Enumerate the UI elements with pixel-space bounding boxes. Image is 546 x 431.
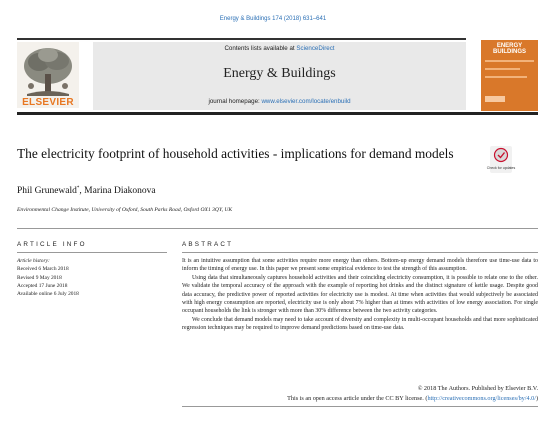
abstract-paragraph: We conclude that demand models may need to take account of diversity and complexity in multi-occupant households and that more sophisticated regression techniques may be required to improve demand predictions based on time-use data.: [182, 316, 538, 332]
sciencedirect-link[interactable]: ScienceDirect: [296, 45, 335, 52]
cover-stripe: [485, 60, 534, 62]
elsevier-publisher-logo: ELSEVIER: [22, 97, 74, 108]
license-notice: [182, 395, 538, 402]
history-label: Article history:: [17, 258, 50, 264]
article-info-heading: ARTICLE INFO: [17, 241, 87, 248]
journal-citation[interactable]: Energy & Buildings 174 (2018) 631–641: [219, 16, 327, 22]
check-for-updates-label[interactable]: Check for updates: [486, 166, 516, 170]
abstract-paragraph: Using data that simultaneously captures household activities and their coinciding electricity consumption, it is possible to relate one to the other. We validate the temporal accuracy of the approach with the example of reporting hot drinks and the distinct signature of kettle usage. Despite good data accuracy, the predictive power of reported activities for electricity use is modest. At time when activities that would subjectively be associated with high energy consumption are reported, electricity use is only about 7% higher than at times with activities of low energy association. For single occupant households the link is stronger with more than 30% difference between the two activity categories.: [182, 274, 538, 315]
license-link[interactable]: http://creativecommons.org/licenses/by/4.0/: [427, 395, 536, 402]
journal-cover-image[interactable]: [481, 40, 538, 111]
contents-line: [93, 45, 466, 52]
abstract-bottom-rule: [182, 406, 538, 407]
cover-title-line2: BUILDINGS: [493, 49, 526, 55]
author-name[interactable]: , Marina Diakonova: [79, 186, 156, 197]
history-item: Revised 9 May 2018: [17, 274, 62, 281]
journal-title: Energy & Buildings: [223, 66, 336, 81]
abstract-rule: [182, 252, 538, 253]
cover-stripe: [485, 68, 520, 70]
cover-stripe: [485, 76, 527, 78]
cover-title-line1: ENERGY: [496, 43, 523, 49]
license-prefix: This is an open access article under the CC BY license. (: [287, 395, 428, 402]
authors: [17, 186, 156, 196]
history-item: Available online 6 July 2018: [17, 291, 79, 298]
history-item: Accepted 17 June 2018: [17, 282, 68, 289]
affiliation-rule: [17, 228, 538, 229]
homepage-prefix: journal homepage:: [208, 98, 262, 105]
copyright-notice: © 2018 The Authors. Published by Elsevier B.V.: [417, 385, 538, 392]
corresponding-author-mark[interactable]: *: [76, 186, 80, 191]
journal-header-box: [93, 42, 466, 110]
article-info-rule: [17, 252, 167, 253]
contents-prefix: Contents lists available at: [224, 45, 297, 52]
author-name[interactable]: Phil Grunewald: [17, 186, 77, 197]
author-affiliation: Environmental Change Institute, University of Oxford, South Parks Road, Oxford OX1 3QY, UK: [17, 207, 233, 213]
abstract-paragraph: It is an intuitive assumption that some activities require more energy than others. Bottom-up energy demand models therefore use time-use data to inform the timing of energy use. In this paper we present some empirical evidence to test the strength of this assumption.: [182, 258, 538, 273]
cover-title: [481, 43, 538, 55]
abstract-heading: ABSTRACT: [182, 241, 234, 248]
header-bottom-rule: [17, 112, 538, 115]
history-item: Received 6 March 2018: [17, 266, 69, 273]
article-history: [17, 257, 167, 298]
cover-stripe: [485, 96, 505, 102]
article-title: The electricity footprint of household activities - implications for demand models: [17, 146, 454, 161]
license-suffix: ): [535, 395, 538, 402]
journal-homepage-link[interactable]: www.elsevier.com/locate/enbuild: [261, 98, 351, 105]
homepage-line: [93, 98, 466, 105]
header-top-rule: [17, 38, 466, 40]
abstract-body: [182, 257, 538, 333]
